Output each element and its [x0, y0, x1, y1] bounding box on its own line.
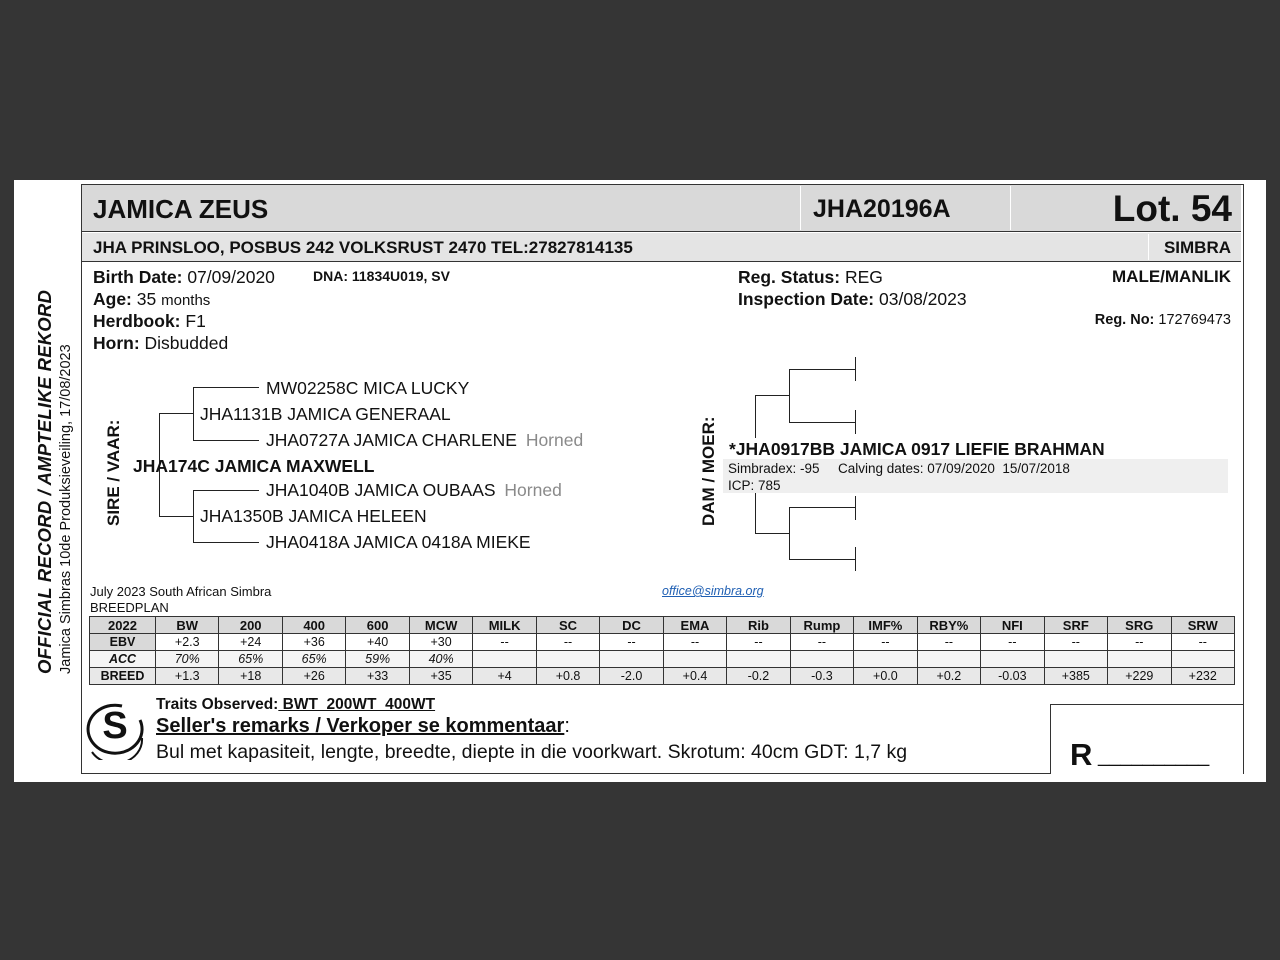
ebv-cell [790, 651, 853, 668]
pedigree-line [855, 357, 856, 381]
ebv-cell: +2.3 [156, 634, 219, 651]
ebv-header-cell: SC [536, 617, 599, 634]
acc-row [90, 651, 1235, 668]
reg-no-value: 172769473 [1158, 312, 1231, 328]
age [93, 289, 210, 310]
ebv-cell: +33 [346, 668, 409, 685]
price-blank[interactable]: __________ [1098, 745, 1210, 767]
traits-observed [156, 696, 435, 714]
sire-sire-parent: JHA1131B JAMICA GENERAAL [200, 404, 451, 424]
pedigree-line [855, 547, 856, 571]
inspection-date [738, 289, 967, 310]
pedigree-line [755, 493, 756, 533]
dam-sire-name [266, 480, 562, 501]
pedigree-line [789, 369, 790, 422]
ebv-cell: +0.4 [663, 668, 726, 685]
ebv-cell [1044, 651, 1107, 668]
pedigree-line [855, 496, 856, 520]
horn-label: Horn: [93, 333, 140, 353]
ebv-cell: +385 [1044, 668, 1107, 685]
ebv-header-cell: SRW [1171, 617, 1235, 634]
breed-avg-row [90, 668, 1235, 685]
animal-id: JHA20196A [813, 195, 951, 223]
ebv-cell: +0.2 [917, 668, 980, 685]
pedigree-line [755, 395, 789, 396]
dam-performance-note [723, 459, 1228, 493]
ebv-cell: -- [600, 634, 663, 651]
ebv-cell: +232 [1171, 668, 1235, 685]
ebv-cell [917, 651, 980, 668]
remarks-colon: : [564, 715, 570, 737]
ebv-cell: 40% [409, 651, 472, 668]
breedplan-source [90, 584, 271, 616]
price-box-edge [1050, 772, 1051, 774]
ebv-row [90, 634, 1235, 651]
ebv-cell: 59% [346, 651, 409, 668]
auction-caption: Jamica Simbras 10de Produksieveiling, 17/08/2023 [58, 344, 74, 674]
ebv-header-cell: RBY% [917, 617, 980, 634]
ebv-cell: +4 [473, 668, 536, 685]
animal-name: JAMICA ZEUS [93, 194, 269, 224]
simbra-logo-icon [82, 700, 148, 760]
inspection-label: Inspection Date: [738, 289, 875, 309]
ebv-header-cell: 400 [282, 617, 345, 634]
ebv-cell: +18 [219, 668, 282, 685]
ebv-header-cell: Rib [727, 617, 790, 634]
horn-status [93, 333, 228, 354]
ebv-cell [981, 651, 1044, 668]
ebv-table [89, 616, 1235, 685]
ebv-cell: -- [536, 634, 599, 651]
official-record-label: OFFICIAL RECORD / AMPTELIKE REKORD [34, 290, 55, 674]
pedigree-line [755, 533, 789, 534]
pedigree-line [789, 507, 790, 559]
lot-number: Lot. 54 [1112, 188, 1232, 229]
horned-note: Horned [525, 430, 584, 450]
pedigree-line [855, 410, 856, 434]
ebv-cell: -- [663, 634, 726, 651]
ebv-cell: -- [790, 634, 853, 651]
price-label: R [1070, 737, 1093, 772]
ebv-cell: -- [1108, 634, 1171, 651]
ebv-cell [600, 651, 663, 668]
email-link[interactable]: office@simbra.org [662, 584, 764, 598]
ebv-header-cell: 200 [219, 617, 282, 634]
age-value: 35 [136, 289, 157, 309]
ebv-cell: +1.3 [156, 668, 219, 685]
ebv-cell: -- [473, 634, 536, 651]
herdbook-value: F1 [185, 311, 206, 331]
birth-date [93, 267, 275, 288]
dam-sire-text: JHA1040B JAMICA OUBAAS [266, 480, 496, 500]
ebv-cell: -2.0 [600, 668, 663, 685]
pedigree-line [159, 516, 193, 517]
reg-status-label: Reg. Status: [738, 267, 841, 287]
ebv-cell [473, 651, 536, 668]
ebv-cell: +36 [282, 634, 345, 651]
ebv-header-cell: 2022 [90, 617, 156, 634]
ebv-header-cell: IMF% [854, 617, 917, 634]
ebv-cell [1171, 651, 1235, 668]
ebv-header-row [90, 617, 1235, 634]
ebv-cell [1108, 651, 1171, 668]
ebv-cell [663, 651, 726, 668]
ebv-cell: -- [1044, 634, 1107, 651]
breedplan-date: July 2023 South African Simbra [90, 584, 272, 599]
pedigree-line [159, 413, 193, 414]
birth-date-value: 07/09/2020 [187, 267, 275, 287]
ebv-cell: -- [981, 634, 1044, 651]
icp: ICP: 785 [728, 478, 781, 493]
ebv-header-cell: EMA [663, 617, 726, 634]
breed-divider [1148, 234, 1149, 260]
ebv-cell [727, 651, 790, 668]
horn-value: Disbudded [144, 333, 229, 353]
age-label: Age: [93, 289, 132, 309]
traits-value: BWT 200WT 400WT [278, 696, 436, 713]
ebv-cell [536, 651, 599, 668]
ebv-cell: +229 [1108, 668, 1171, 685]
herdbook [93, 311, 206, 332]
ebv-header-cell: 600 [346, 617, 409, 634]
ebv-cell: -- [727, 634, 790, 651]
dam-name: *JHA0917BB JAMICA 0917 LIEFIE BRAHMAN [729, 439, 1105, 459]
remarks-heading [156, 715, 570, 738]
ebv-cell: +40 [346, 634, 409, 651]
ebv-cell: -- [1171, 634, 1235, 651]
breeder-info: JHA PRINSLOO, POSBUS 242 VOLKSRUST 2470 TEL:27827814135 [93, 238, 633, 257]
ebv-cell: -0.2 [727, 668, 790, 685]
breedplan-label: BREEDPLAN [90, 600, 169, 615]
pedigree-line [193, 387, 194, 440]
pedigree-line [193, 440, 259, 441]
ebv-cell: -0.3 [790, 668, 853, 685]
reg-status-value: REG [844, 267, 883, 287]
sire-dam-parent: JHA1350B JAMICA HELEEN [200, 506, 427, 526]
pedigree-line [789, 422, 855, 423]
sire-dam-name [266, 430, 583, 451]
pedigree-line [789, 507, 855, 508]
ebv-cell: 65% [282, 651, 345, 668]
header-divider [800, 186, 801, 230]
pedigree-line [193, 387, 259, 388]
row-label: BREED [90, 668, 156, 685]
ebv-header-cell: NFI [981, 617, 1044, 634]
ebv-cell: +35 [409, 668, 472, 685]
breed-name: SIMBRA [1163, 238, 1231, 257]
ebv-cell: -- [854, 634, 917, 651]
sire-sire-name: MW02258C MICA LUCKY [266, 378, 470, 398]
pedigree-line [193, 542, 259, 543]
row-label: EBV [90, 634, 156, 651]
reg-no-label: Reg. No: [1094, 312, 1155, 328]
inspection-value: 03/08/2023 [879, 289, 967, 309]
pedigree-line [755, 395, 756, 438]
ebv-header-cell: DC [600, 617, 663, 634]
ebv-cell: +24 [219, 634, 282, 651]
dam-dam-name: JHA0418A JAMICA 0418A MIEKE [266, 532, 531, 552]
dna-info: DNA: 11834U019, SV [313, 268, 450, 284]
ebv-cell: 65% [219, 651, 282, 668]
pedigree-line [193, 490, 259, 491]
ebv-cell: -0.03 [981, 668, 1044, 685]
ebv-cell: -- [917, 634, 980, 651]
sex: MALE/MANLIK [1112, 267, 1231, 286]
ebv-header-cell: MCW [409, 617, 472, 634]
simbradex: Simbradex: -95 [728, 461, 820, 476]
sire-name: JHA174C JAMICA MAXWELL [133, 456, 375, 476]
sire-label: SIRE / VAAR: [104, 419, 123, 526]
herdbook-label: Herdbook: [93, 311, 181, 331]
header-divider [1010, 186, 1011, 230]
ebv-cell: +0.0 [854, 668, 917, 685]
pedigree-line [193, 490, 194, 542]
ebv-cell: 70% [156, 651, 219, 668]
reg-number [1000, 312, 1231, 328]
logo-letter: S [102, 705, 128, 747]
ebv-header-cell: BW [156, 617, 219, 634]
ebv-cell: +26 [282, 668, 345, 685]
dam-label: DAM / MOER: [699, 416, 718, 526]
traits-label: Traits Observed: [156, 696, 279, 713]
ebv-cell [854, 651, 917, 668]
sire-dam-text: JHA0727A JAMICA CHARLENE [266, 430, 517, 450]
row-label: ACC [90, 651, 156, 668]
ebv-cell: +0.8 [536, 668, 599, 685]
sidebar-caption [34, 174, 76, 674]
horned-note: Horned [504, 480, 562, 500]
age-unit: months [161, 292, 211, 309]
ebv-cell: +30 [409, 634, 472, 651]
ebv-header-cell: Rump [790, 617, 853, 634]
calving-dates: Calving dates: 07/09/2020 15/07/2018 [838, 461, 1070, 476]
remarks-title: Seller's remarks / Verkoper se kommentaar [156, 715, 565, 737]
pedigree-line [789, 369, 855, 370]
birth-date-label: Birth Date: [93, 267, 183, 287]
ebv-header-cell: MILK [473, 617, 536, 634]
reg-status [738, 267, 883, 288]
ebv-header-cell: SRF [1044, 617, 1107, 634]
ebv-header-cell: SRG [1108, 617, 1171, 634]
pedigree-line [789, 559, 855, 560]
remarks-text: Bul met kapasiteit, lengte, breedte, diepte in die voorkwart. Skrotum: 40cm GDT: 1,7 kg [156, 741, 908, 763]
